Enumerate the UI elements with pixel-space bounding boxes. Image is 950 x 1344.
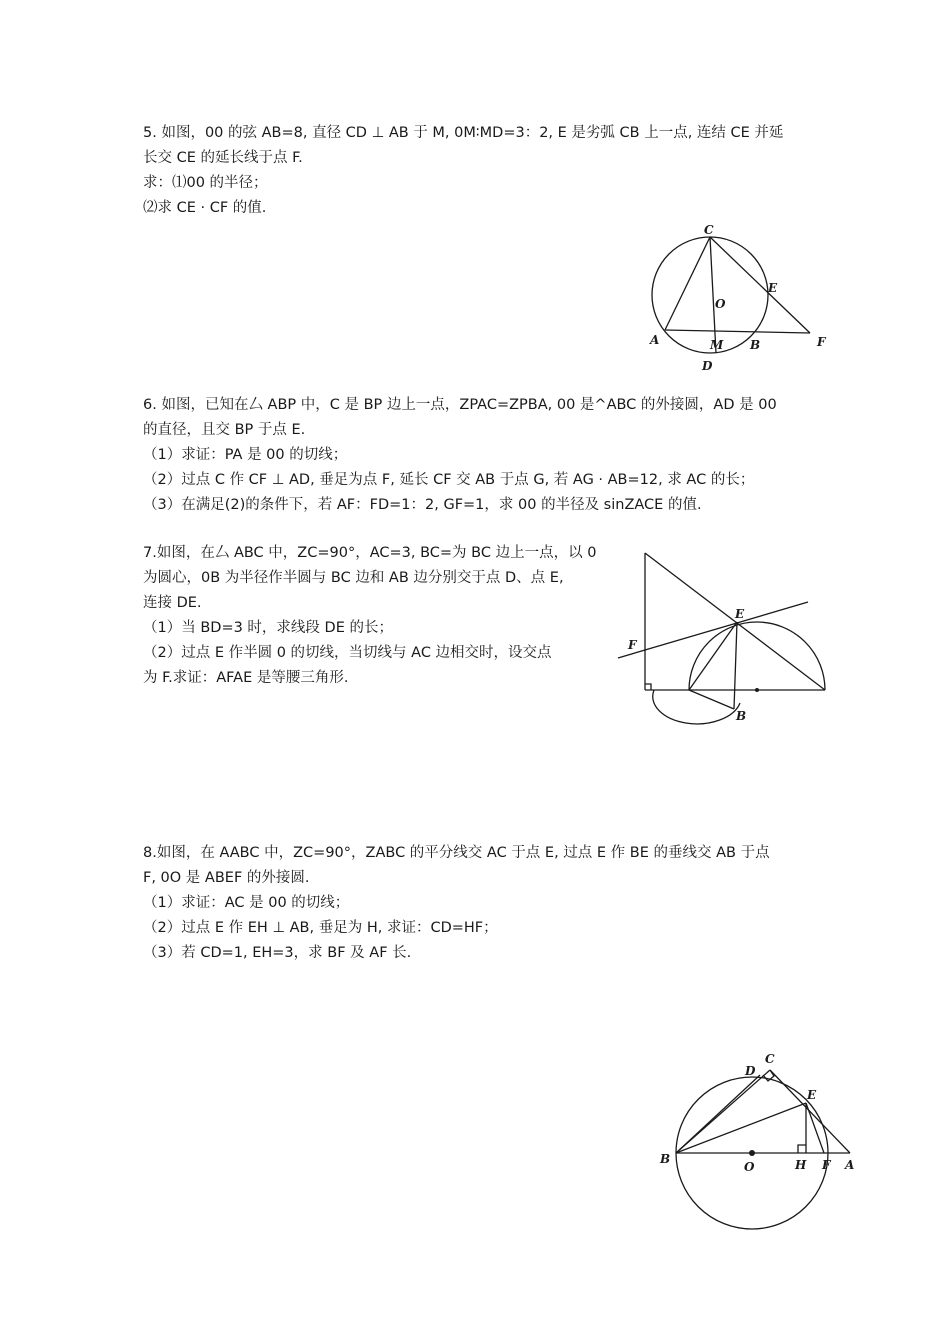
p6-line-5: （3）在满足(2)的条件下，若 AF：FD=1：2, GF=1，求 00 的半径及 sinZACE 的值. xyxy=(143,497,702,513)
fig8-line-bd xyxy=(676,1075,760,1153)
p5-line-1: 5. 如图，00 的弦 AB=8, 直径 CD ⊥ AB 于 M, 0M∶MD=3：2, E 是劣弧 CB 上一点, 连结 CE 并延 xyxy=(143,125,784,141)
p5-line-2: 长交 CE 的延长线于点 F. xyxy=(143,150,303,166)
p7-line-2: 为圆心，0B 为半径作半圆与 BC 边和 AB 边分别交于点 D、点 E, xyxy=(143,570,564,586)
p6-line-2: 的直径，且交 BP 于点 E. xyxy=(143,422,306,438)
fig5-label-e: E xyxy=(768,281,778,295)
p8-line-1: 8.如图，在 AABC 中，ZC=90°，ZABC 的平分线交 AC 于点 E, 过点 E 作 BE 的垂线交 AB 于点 xyxy=(143,845,770,861)
p6-line-1: 6. 如图，已知在厶 ABP 中，C 是 BP 边上一点，ZPAC=ZPBA, 00 是^ABC 的外接圆，AD 是 00 xyxy=(143,397,777,413)
fig7-lower-arc xyxy=(653,690,740,724)
fig5-label-b: B xyxy=(750,338,761,352)
fig5-diameter-cd xyxy=(710,237,716,353)
figure-7 xyxy=(610,545,835,725)
fig7-center-dot xyxy=(755,688,759,692)
fig8-label-a: A xyxy=(845,1158,855,1172)
fig8-right-angle-h xyxy=(798,1145,806,1153)
fig8-center-dot xyxy=(749,1150,755,1156)
p6-line-4: （2）过点 C 作 CF ⊥ AD, 垂足为点 F, 延长 CF 交 AB 于点 G, 若 AG · AB=12, 求 AC 的长； xyxy=(143,472,755,488)
fig8-label-o: O xyxy=(744,1160,755,1174)
fig7-semicircle xyxy=(689,622,825,690)
fig7-line-db xyxy=(689,690,734,709)
p7-line-4: （1）当 BD=3 时，求线段 DE 的长； xyxy=(143,620,393,636)
fig5-label-o: O xyxy=(715,297,726,311)
p8-line-2: F, 0O 是 ABEF 的外接圆. xyxy=(143,870,310,886)
fig5-label-d: D xyxy=(702,359,713,373)
fig5-label-c: C xyxy=(704,223,714,237)
fig8-label-c: C xyxy=(765,1052,775,1066)
fig8-label-b: B xyxy=(660,1152,671,1166)
p7-line-3: 连接 DE. xyxy=(143,595,202,611)
figure-8 xyxy=(655,1045,865,1230)
fig8-label-e: E xyxy=(807,1088,817,1102)
fig5-label-m: M xyxy=(710,338,724,352)
fig8-line-be xyxy=(676,1103,806,1153)
p8-line-4: （2）过点 E 作 EH ⊥ AB, 垂足为 H, 求证：CD=HF； xyxy=(143,920,498,936)
p7-line-5: （2）过点 E 作半圆 0 的切线，当切线与 AC 边相交时，设交点 xyxy=(143,645,552,661)
fig7-line-de xyxy=(689,622,737,690)
fig8-label-d: D xyxy=(745,1064,756,1078)
p6-line-3: （1）求证：PA 是 00 的切线； xyxy=(143,447,348,463)
p5-line-4: ⑵求 CE · CF 的值. xyxy=(143,200,267,216)
fig5-label-a: A xyxy=(650,333,660,347)
fig8-label-f: F xyxy=(822,1158,831,1172)
fig7-right-angle xyxy=(645,684,651,690)
fig7-label-f: F xyxy=(628,638,637,652)
p8-line-3: （1）求证：AC 是 00 的切线； xyxy=(143,895,350,911)
fig7-tangent-line xyxy=(618,602,808,658)
figure-5 xyxy=(640,222,840,377)
fig8-label-h: H xyxy=(795,1158,807,1172)
fig5-label-f: F xyxy=(817,335,826,349)
fig7-line-eb xyxy=(734,622,737,709)
fig8-line-ca xyxy=(770,1070,850,1153)
fig7-label-e: E xyxy=(735,607,745,621)
p7-line-6: 为 F.求证：AFAE 是等腰三角形. xyxy=(143,670,349,686)
p5-line-3: 求：⑴00 的半径； xyxy=(143,175,268,191)
fig7-label-b: B xyxy=(736,709,747,723)
p8-line-5: （3）若 CD=1, EH=3，求 BF 及 AF 长. xyxy=(143,945,412,961)
fig5-line-cf xyxy=(710,237,810,333)
fig5-circle xyxy=(652,237,768,353)
p7-line-1: 7.如图，在厶 ABC 中，ZC=90°，AC=3, BC=为 BC 边上一点，以 0 xyxy=(143,545,597,561)
fig5-line-af xyxy=(665,330,810,333)
